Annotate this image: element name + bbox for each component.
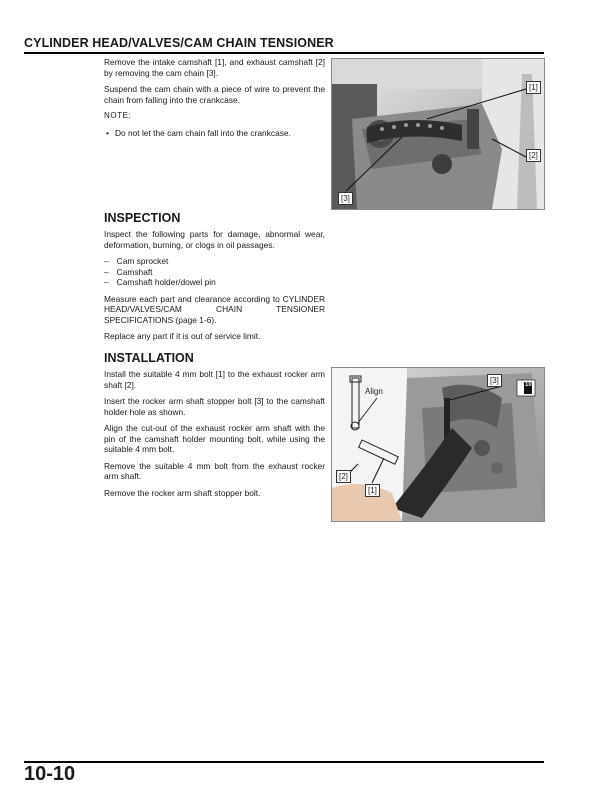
figure2-callout-3: [3] [487, 374, 502, 387]
inspection-parts-list [104, 256, 325, 288]
installation-paragraph-5: Remove the rocker arm shaft stopper bolt. [104, 487, 261, 498]
list-item-text: Camshaft [116, 266, 153, 277]
list-item [104, 277, 325, 288]
figure1-callout-1: [1] [526, 81, 541, 94]
align-label: Align [365, 387, 383, 396]
page-section-title: CYLINDER HEAD/VALVES/CAM CHAIN TENSIONER [24, 36, 334, 50]
engine-rocker-illustration [332, 368, 544, 521]
removal-paragraph-1: Remove the intake camshaft [1], and exhaust camshaft [2] by removing the cam chain [3]. [104, 57, 325, 78]
list-item [104, 267, 325, 278]
note-item [104, 128, 325, 139]
page-number: 10-10 [24, 763, 76, 785]
rocker-arm-installation-photo [331, 367, 545, 522]
removal-paragraph-2: Suspend the cam chain with a piece of wire to prevent the chain from falling into the crankcase. [104, 84, 325, 105]
footer-rule [24, 761, 544, 763]
dash-glyph: – [104, 266, 109, 277]
engine-cam-illustration [332, 59, 544, 209]
installation-paragraph-3: Align the cut-out of the exhaust rocker arm shaft with the pin of the camshaft holder mounting bolt, while using the suitable 4 mm bolt. [104, 423, 325, 454]
inspection-measure: Measure each part and clearance according to CYLINDER HEAD/VALVES/CAM CHAIN TENSIONER SPECIFICATIONS (page 1-6). [104, 293, 325, 325]
list-item-text: Cam sprocket [116, 256, 169, 266]
list-item [104, 256, 325, 267]
header-rule [24, 52, 544, 54]
list-item-text: Camshaft holder/dowel pin [116, 277, 216, 287]
dash-glyph: – [104, 277, 109, 287]
chapter-badge: 10 [525, 382, 532, 388]
dash-glyph: – [104, 256, 109, 266]
inspection-intro: Inspect the following parts for damage, abnormal wear, deformation, burning, or clogs in oil passages. [104, 229, 325, 250]
removal-text-block [104, 57, 325, 138]
note-label: NOTE: [104, 111, 132, 120]
installation-paragraph-1: Install the suitable 4 mm bolt [1] to the exhaust rocker arm shaft [2]. [104, 369, 325, 390]
figure2-callout-1: [1] [365, 484, 380, 497]
figure1-callout-2: [2] [526, 149, 541, 162]
installation-heading: INSTALLATION [104, 351, 194, 365]
camshaft-removal-photo [331, 58, 545, 210]
installation-paragraph-2: Insert the rocker arm shaft stopper bolt [3] to the camshaft holder hole as shown. [104, 396, 325, 417]
figure2-callout-2: [2] [336, 470, 351, 483]
installation-text-block [104, 369, 325, 504]
inspection-heading: INSPECTION [104, 211, 181, 225]
inspection-replace: Replace any part if it is out of service limit. [104, 331, 261, 341]
figure1-callout-3: [3] [338, 192, 353, 205]
note-text: Do not let the cam chain fall into the crankcase. [114, 127, 291, 138]
bullet-glyph: • [106, 127, 109, 138]
inspection-text-block [104, 229, 325, 348]
installation-paragraph-4: Remove the suitable 4 mm bolt from the exhaust rocker arm shaft. [104, 460, 325, 481]
